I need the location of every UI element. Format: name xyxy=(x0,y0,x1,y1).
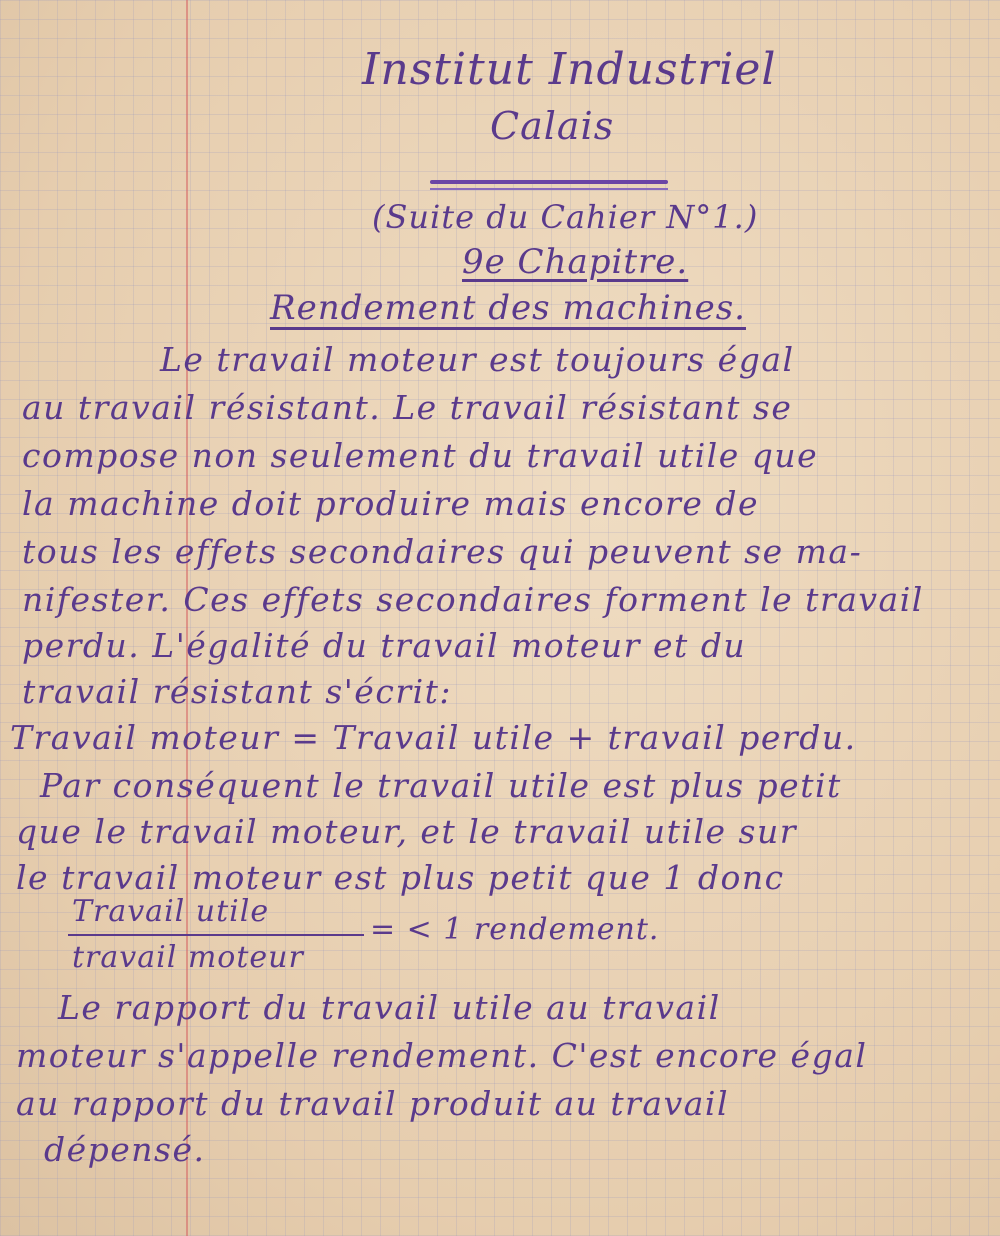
body-line: la machine doit produire mais encore de xyxy=(22,484,760,523)
closing-line: dépensé. xyxy=(44,1130,206,1169)
body-line: Par conséquent le travail utile est plus petit xyxy=(40,766,842,805)
body-line: perdu. L'égalité du travail moteur et du xyxy=(22,626,747,665)
body-line: Travail moteur = Travail utile + travail perdu. xyxy=(10,718,857,757)
body-line: nifester. Ces effets secondaires forment le travail xyxy=(22,580,924,619)
closing-line: au rapport du travail produit au travail xyxy=(16,1084,730,1123)
fraction-numerator: Travail utile xyxy=(72,894,270,929)
section-heading: Rendement des machines. xyxy=(270,288,746,328)
page-title: Institut Industriel xyxy=(362,44,777,95)
title-divider-thin xyxy=(430,188,668,190)
body-line: Le travail moteur est toujours égal xyxy=(160,340,795,379)
suite-note: (Suite du Cahier N°1.) xyxy=(372,198,759,236)
body-line: travail résistant s'écrit: xyxy=(22,672,453,711)
title-divider xyxy=(430,180,668,184)
body-line: compose non seulement du travail utile que xyxy=(22,436,819,475)
closing-line: moteur s'appelle rendement. C'est encore égal xyxy=(16,1036,868,1075)
body-line: le travail moteur est plus petit que 1 donc xyxy=(16,858,785,897)
body-line: au travail résistant. Le travail résistant se xyxy=(22,388,793,427)
fraction-bar xyxy=(68,934,364,936)
body-line: tous les effets secondaires qui peuvent se ma- xyxy=(22,532,863,571)
fraction-equals: = < 1 rendement. xyxy=(370,912,660,947)
closing-line: Le rapport du travail utile au travail xyxy=(58,988,721,1027)
body-line: que le travail moteur, et le travail utile sur xyxy=(16,812,798,851)
fraction-denominator: travail moteur xyxy=(72,940,304,975)
page-subtitle: Calais xyxy=(490,104,615,148)
chapter-heading: 9e Chapitre. xyxy=(462,242,689,282)
